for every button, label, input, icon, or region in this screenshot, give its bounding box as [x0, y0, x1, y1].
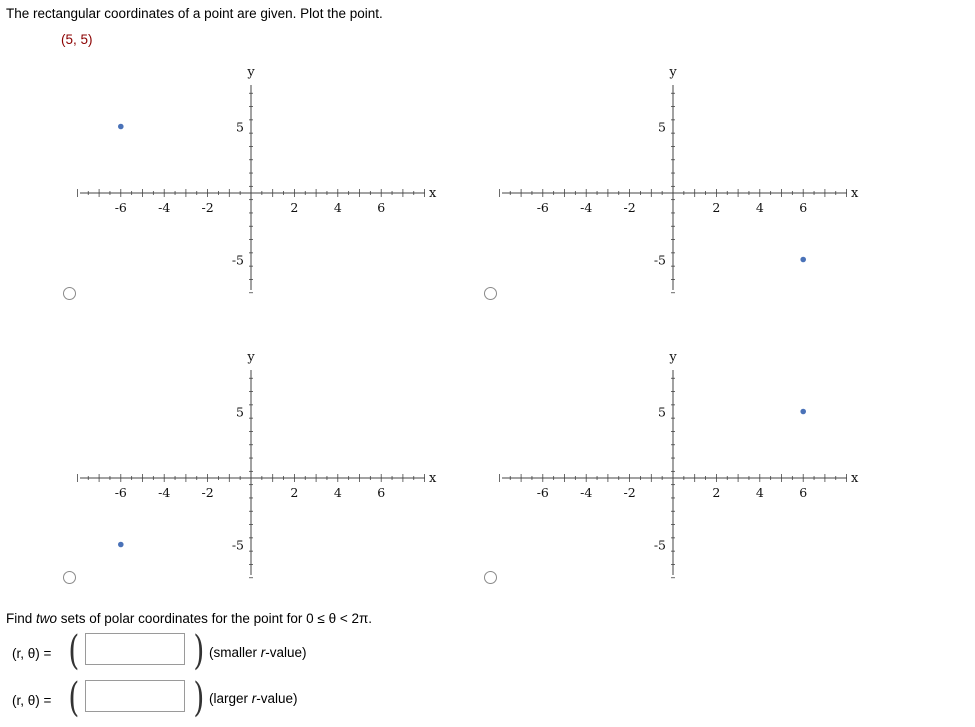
plotted-point: [118, 542, 124, 548]
x-tick-label: -4: [580, 485, 593, 500]
polar-answer-input-smaller[interactable]: [85, 633, 185, 665]
open-paren-first: (: [68, 628, 80, 674]
x-tick-label: 6: [377, 200, 386, 215]
hint-larger-end: -value): [256, 691, 298, 706]
hint-smaller-r-symbol: r: [260, 645, 266, 660]
y-tick-label: -5: [653, 537, 666, 553]
coordinate-plane: [80, 60, 460, 305]
graph-option-d: [502, 345, 892, 595]
x-tick-label: 6: [377, 485, 386, 500]
hint-larger-r: [209, 691, 298, 706]
y-tick-label: 5: [658, 119, 666, 135]
x-tick-label: -2: [623, 485, 636, 500]
y-tick-label: 5: [658, 404, 666, 420]
given-point: (5, 5): [61, 32, 93, 47]
y-axis-label: y: [669, 65, 677, 80]
y-axis-label: y: [247, 350, 255, 365]
x-tick-label: 4: [755, 485, 764, 500]
polar-prompt-start: Find: [6, 611, 37, 626]
x-tick-label: 6: [799, 485, 808, 500]
x-tick-label: -6: [536, 485, 549, 500]
x-tick-label: 4: [333, 485, 342, 500]
y-tick-label: 5: [236, 404, 244, 420]
coordinate-plane: [502, 345, 882, 590]
graph-option-a: [80, 60, 470, 310]
radio-option-c[interactable]: [63, 571, 76, 584]
pair-label-second: (r, θ) =: [12, 693, 52, 708]
y-axis-label: y: [247, 65, 255, 80]
pair-label-first: (r, θ) =: [12, 646, 52, 661]
y-tick-label: -5: [231, 537, 244, 553]
x-axis-label: x: [429, 471, 437, 486]
hint-smaller-end: -value): [265, 645, 307, 660]
x-tick-label: -2: [201, 485, 214, 500]
y-tick-label: -5: [653, 252, 666, 268]
x-tick-label: 4: [755, 200, 764, 215]
plotted-point: [118, 124, 124, 130]
hint-larger-r-symbol: r: [251, 691, 257, 706]
x-tick-label: -6: [114, 485, 127, 500]
polar-answer-input-larger[interactable]: [85, 680, 185, 712]
hint-larger-start: (larger: [209, 691, 252, 706]
coordinate-plane: [80, 345, 460, 590]
radio-option-b[interactable]: [484, 287, 497, 300]
x-tick-label: 2: [712, 200, 721, 215]
plotted-point: [800, 257, 806, 263]
x-tick-label: -4: [158, 485, 171, 500]
open-paren-second: (: [68, 675, 80, 721]
x-axis-label: x: [429, 186, 437, 201]
x-tick-label: -6: [536, 200, 549, 215]
close-paren-first: ): [193, 628, 205, 674]
graph-option-c: [80, 345, 470, 595]
hint-smaller-r: [209, 645, 307, 660]
x-tick-label: 6: [799, 200, 808, 215]
y-tick-label: 5: [236, 119, 244, 135]
polar-prompt-end: sets of polar coordinates for the point for 0 ≤ θ < 2π.: [57, 611, 373, 626]
polar-prompt-emphasis: two: [36, 611, 58, 626]
radio-option-d[interactable]: [484, 571, 497, 584]
coordinate-plane: [502, 60, 882, 305]
x-tick-label: -6: [114, 200, 127, 215]
x-axis-label: x: [851, 471, 859, 486]
polar-prompt: [6, 611, 372, 626]
plotted-point: [800, 409, 806, 415]
y-axis-label: y: [669, 350, 677, 365]
radio-option-a[interactable]: [63, 287, 76, 300]
x-tick-label: 2: [290, 485, 299, 500]
close-paren-second: ): [193, 675, 205, 721]
x-tick-label: -4: [158, 200, 171, 215]
x-tick-label: -2: [201, 200, 214, 215]
x-tick-label: -2: [623, 200, 636, 215]
x-axis-label: x: [851, 186, 859, 201]
x-tick-label: 4: [333, 200, 342, 215]
x-tick-label: 2: [290, 200, 299, 215]
graph-option-b: [502, 60, 892, 310]
x-tick-label: 2: [712, 485, 721, 500]
question-text: The rectangular coordinates of a point are given. Plot the point.: [6, 6, 383, 21]
y-tick-label: -5: [231, 252, 244, 268]
x-tick-label: -4: [580, 200, 593, 215]
hint-smaller-start: (smaller: [209, 645, 261, 660]
